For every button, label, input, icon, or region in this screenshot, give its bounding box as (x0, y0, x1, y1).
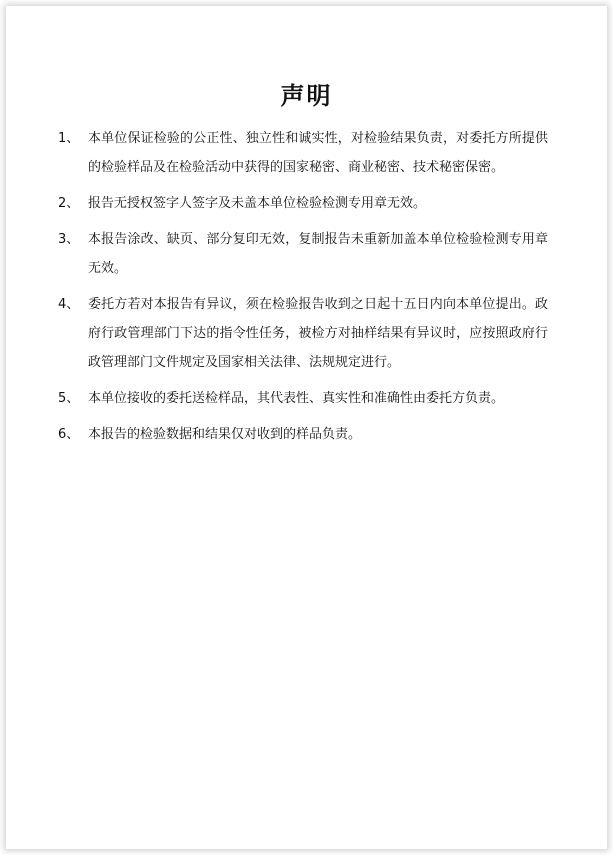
list-item (58, 189, 548, 218)
item-number: 5、 (58, 391, 80, 406)
list-item (58, 384, 548, 413)
item-number: 6、 (58, 427, 80, 442)
list-item (58, 225, 548, 283)
item-text: 本报告的检验数据和结果仅对收到的样品负责。 (88, 427, 362, 442)
list-item (58, 290, 548, 377)
list-item (58, 420, 548, 449)
list-item (58, 124, 548, 182)
item-text: 报告无授权签字人签字及未盖本单位检验检测专用章无效。 (88, 196, 427, 211)
statement-list (58, 124, 548, 456)
item-number: 3、 (58, 232, 80, 247)
item-text: 本单位接收的委托送检样品，其代表性、真实性和准确性由委托方负责。 (88, 391, 505, 406)
item-number: 2、 (58, 196, 80, 211)
item-text: 本报告涂改、缺页、部分复印无效，复制报告未重新加盖本单位检验检测专用章无效。 (88, 232, 548, 276)
item-text: 本单位保证检验的公正性、独立性和诚实性，对检验结果负责，对委托方所提供的检验样品及在检验活动中获得的国家秘密、商业秘密、技术秘密保密。 (88, 131, 548, 175)
item-text: 委托方若对本报告有异议，须在检验报告收到之日起十五日内向本单位提出。政府行政管理部门下达的指令性任务，被检方对抽样结果有异议时，应按照政府行政管理部门文件规定及国家相关法律、法规规定进行。 (88, 297, 548, 370)
item-number: 1、 (58, 131, 80, 146)
page-title: 声明 (280, 82, 333, 110)
item-number: 4、 (58, 297, 80, 312)
